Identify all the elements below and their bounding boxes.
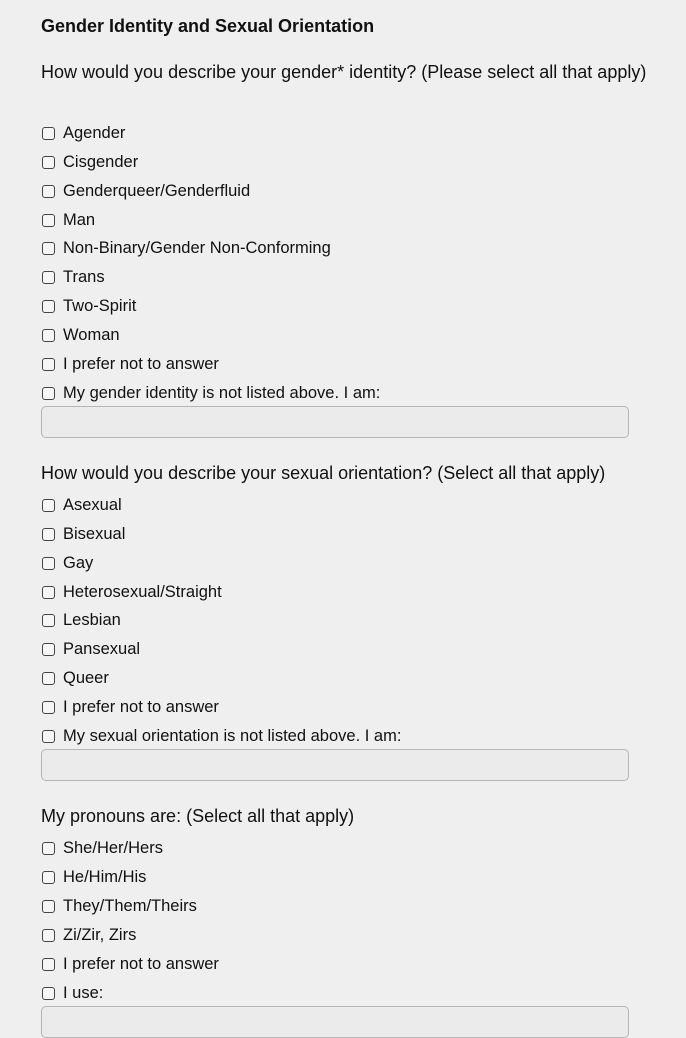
checkbox[interactable] [42, 557, 55, 570]
orientation-option-bisexual[interactable] [41, 523, 125, 545]
orientation-option-queer[interactable] [41, 667, 109, 689]
option-label: I use: [63, 983, 104, 1002]
checkbox[interactable] [42, 842, 55, 855]
orientation-option-asexual[interactable] [41, 494, 122, 516]
gender-option-cisgender[interactable] [41, 151, 138, 173]
gender-question: How would you describe your gender* identity? (Please select all that apply) [41, 62, 647, 82]
checkbox[interactable] [42, 329, 55, 342]
checkbox[interactable] [42, 300, 55, 313]
pronouns-question: My pronouns are: (Select all that apply) [41, 806, 355, 826]
option-label: Man [63, 210, 96, 229]
checkbox[interactable] [42, 871, 55, 884]
checkbox[interactable] [42, 730, 55, 743]
option-label: I prefer not to answer [63, 954, 219, 973]
option-label: Genderqueer/Genderfluid [63, 181, 251, 200]
option-label: I prefer not to answer [63, 697, 219, 716]
gender-option-woman[interactable] [41, 324, 120, 346]
checkbox[interactable] [42, 701, 55, 714]
option-label: Two-Spirit [63, 296, 137, 315]
option-label: Woman [63, 325, 120, 344]
checkbox[interactable] [42, 387, 55, 400]
gender-option-agender[interactable] [41, 122, 125, 144]
checkbox[interactable] [42, 242, 55, 255]
option-label: My gender identity is not listed above. I am: [63, 383, 381, 402]
pronoun-option-she[interactable] [41, 837, 163, 859]
checkbox[interactable] [42, 156, 55, 169]
option-label: Non-Binary/Gender Non-Conforming [63, 238, 331, 257]
orientation-option-gay[interactable] [41, 552, 93, 574]
checkbox[interactable] [42, 643, 55, 656]
gender-option-trans[interactable] [41, 266, 105, 288]
pronoun-option-he[interactable] [41, 866, 146, 888]
option-label: Pansexual [63, 639, 141, 658]
gender-option-man[interactable] [41, 209, 95, 231]
checkbox[interactable] [42, 499, 55, 512]
gender-other-input[interactable] [41, 406, 629, 438]
orientation-option-prefer-not[interactable] [41, 696, 219, 718]
option-label: Zi/Zir, Zirs [63, 925, 137, 944]
option-label: Lesbian [63, 610, 121, 629]
checkbox[interactable] [42, 586, 55, 599]
option-label: My sexual orientation is not listed above. I am: [63, 726, 402, 745]
checkbox[interactable] [42, 672, 55, 685]
checkbox[interactable] [42, 358, 55, 371]
pronoun-option-zi[interactable] [41, 924, 136, 946]
gender-option-prefer-not[interactable] [41, 353, 219, 375]
option-label: She/Her/Hers [63, 838, 163, 857]
option-label: Trans [63, 267, 105, 286]
orientation-option-pansexual[interactable] [41, 638, 140, 660]
orientation-question: How would you describe your sexual orientation? (Select all that apply) [41, 463, 606, 483]
checkbox[interactable] [42, 929, 55, 942]
checkbox[interactable] [42, 127, 55, 140]
checkbox[interactable] [42, 958, 55, 971]
gender-option-non-binary[interactable] [41, 237, 331, 259]
orientation-option-lesbian[interactable] [41, 609, 121, 631]
orientation-option-heterosexual[interactable] [41, 581, 222, 603]
gender-option-two-spirit[interactable] [41, 295, 136, 317]
checkbox[interactable] [42, 185, 55, 198]
pronoun-option-i-use[interactable] [41, 982, 103, 1004]
orientation-other-input[interactable] [41, 749, 629, 781]
pronoun-option-they[interactable] [41, 895, 197, 917]
checkbox[interactable] [42, 271, 55, 284]
option-label: Agender [63, 123, 126, 142]
gender-option-genderqueer[interactable] [41, 180, 250, 202]
checkbox[interactable] [42, 987, 55, 1000]
option-label: Cisgender [63, 152, 139, 171]
option-label: I prefer not to answer [63, 354, 219, 373]
section-title: Gender Identity and Sexual Orientation [41, 16, 375, 36]
pronoun-option-prefer-not[interactable] [41, 953, 219, 975]
checkbox[interactable] [42, 900, 55, 913]
checkbox[interactable] [42, 528, 55, 541]
option-label: Bisexual [63, 524, 126, 543]
orientation-option-not-listed[interactable] [41, 725, 401, 747]
option-label: Queer [63, 668, 109, 687]
checkbox[interactable] [42, 214, 55, 227]
checkbox[interactable] [42, 614, 55, 627]
option-label: Asexual [63, 495, 122, 514]
pronouns-other-input[interactable] [41, 1006, 629, 1038]
option-label: He/Him/His [63, 867, 147, 886]
gender-option-not-listed[interactable] [41, 382, 380, 404]
option-label: Heterosexual/Straight [63, 582, 222, 601]
option-label: They/Them/Theirs [63, 896, 197, 915]
option-label: Gay [63, 553, 94, 572]
